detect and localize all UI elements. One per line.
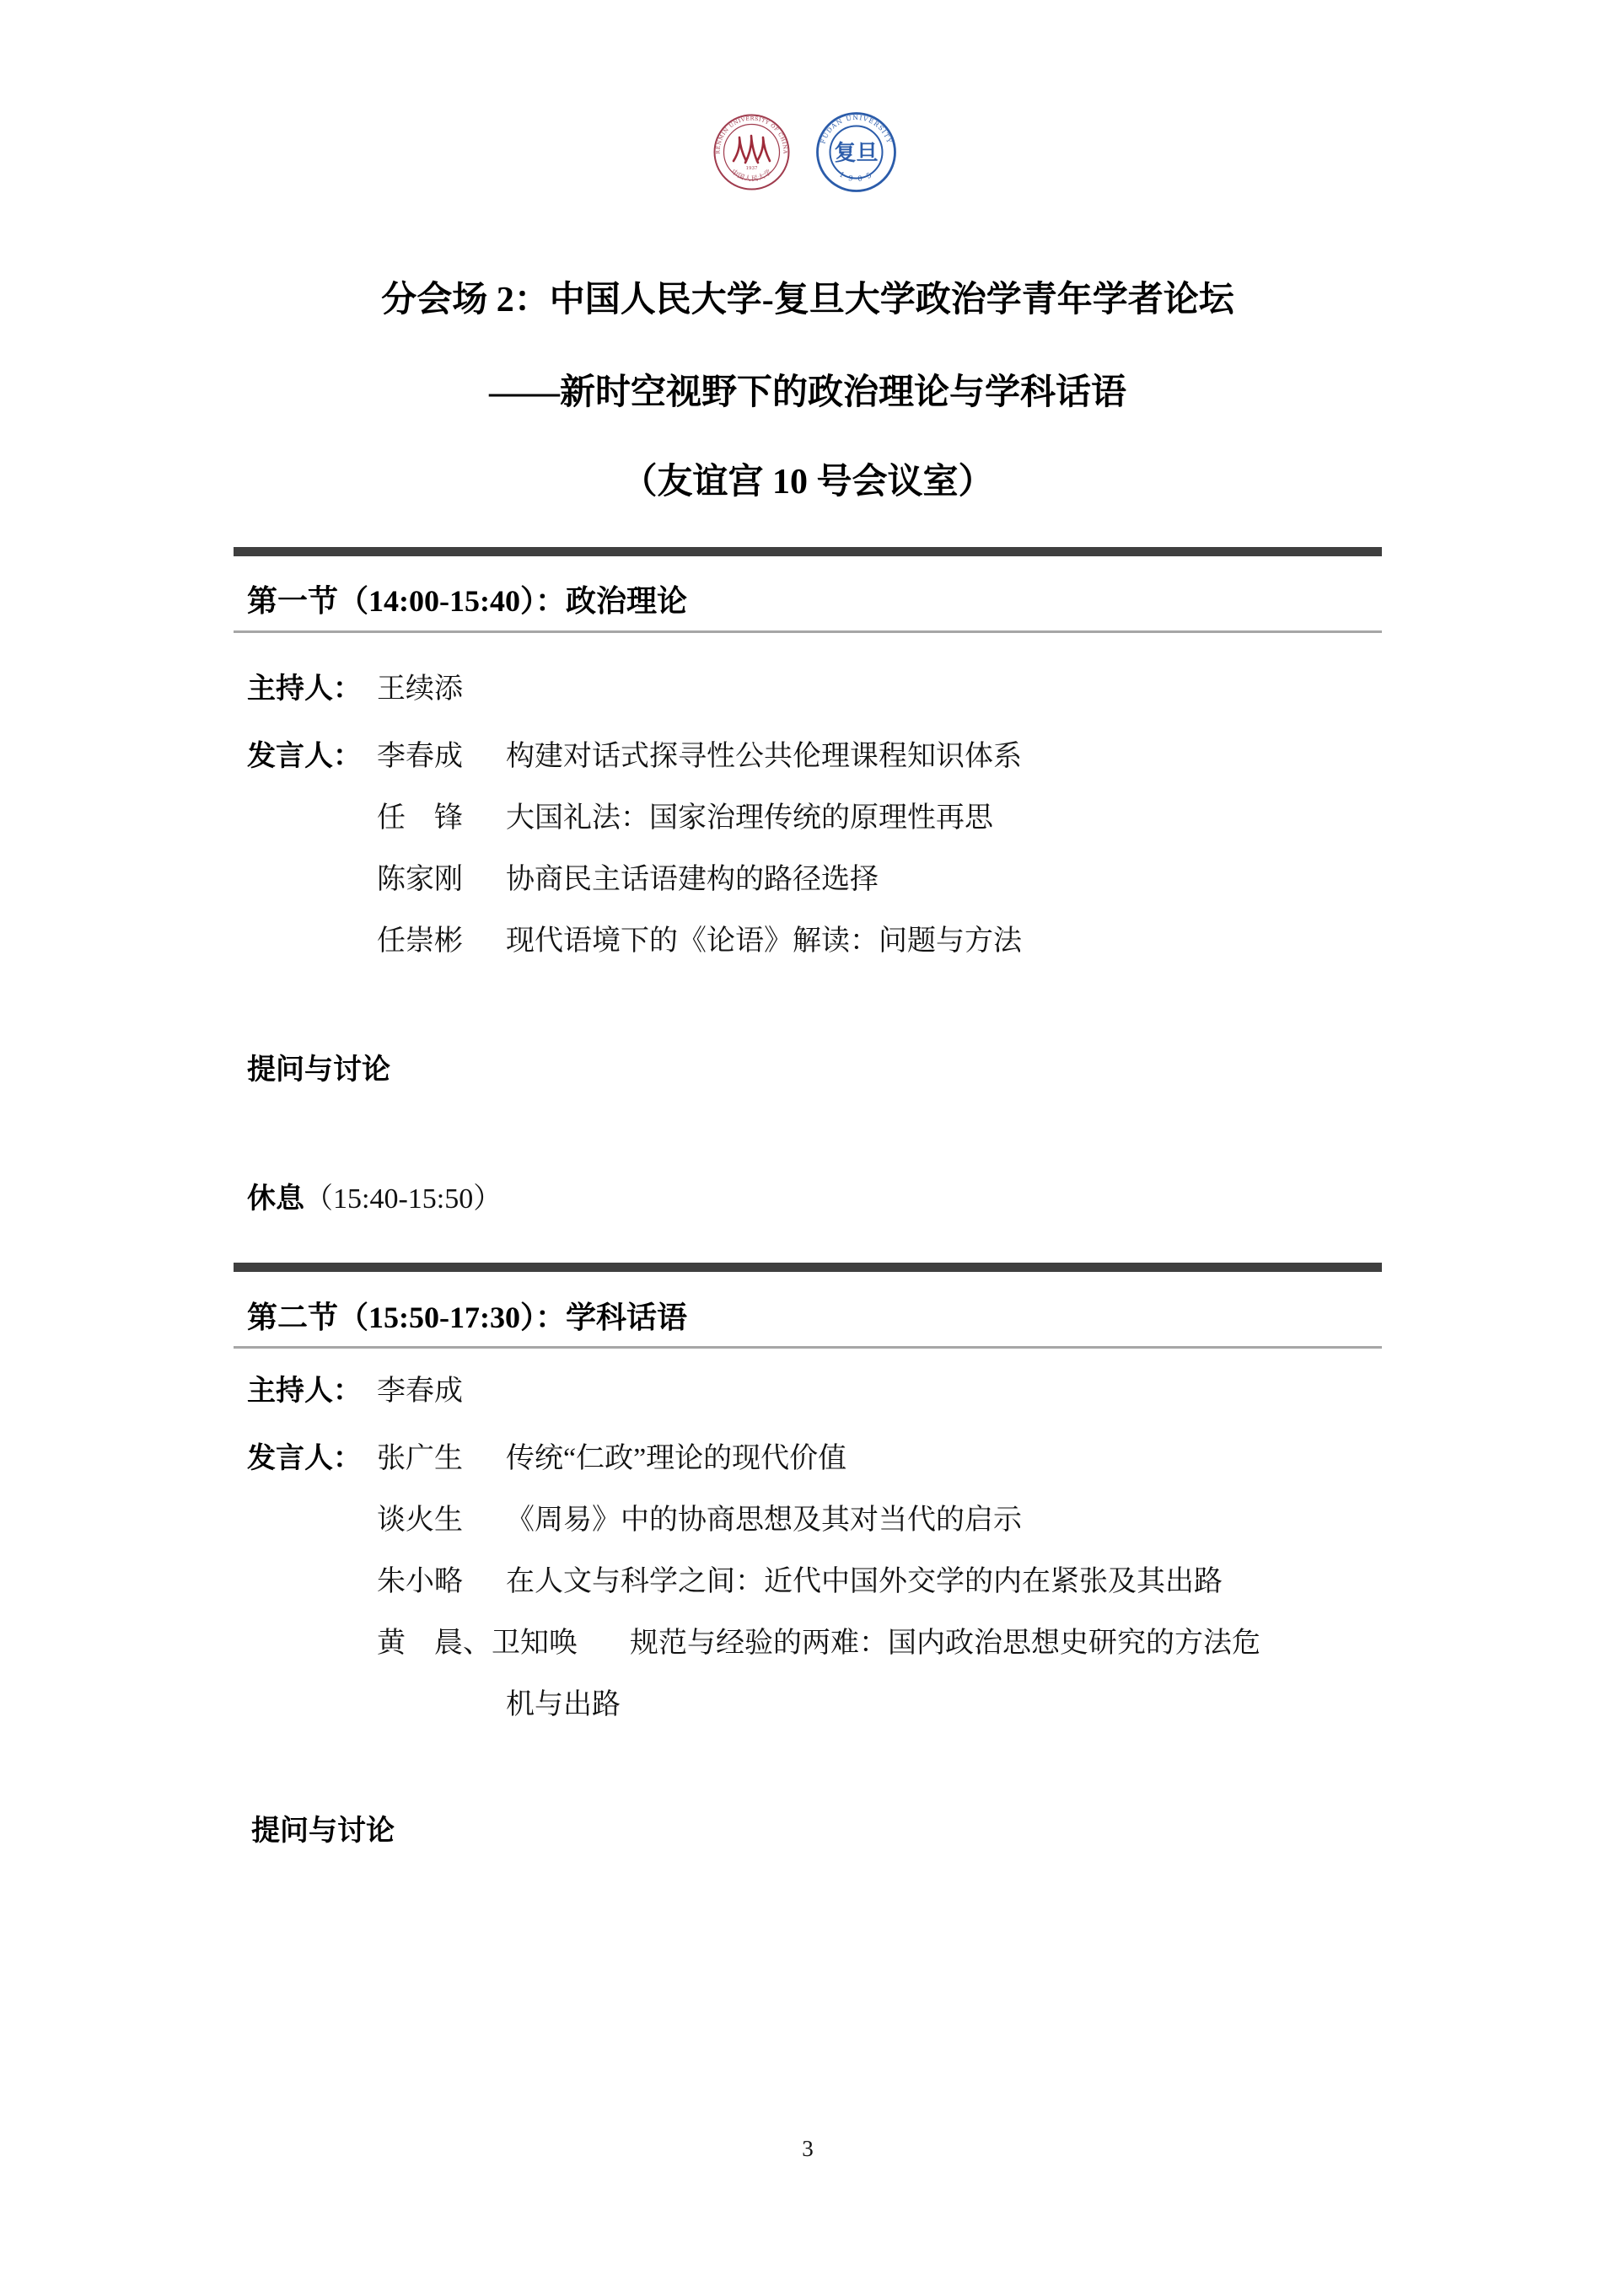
ruc-ring-text: RENMIN UNIVERSITY OF CHINA — [715, 115, 788, 154]
fudan-year: 1 9 0 5 — [837, 170, 875, 185]
section1-speaker-row — [377, 861, 879, 899]
speaker-name: 陈家刚 — [377, 864, 463, 895]
fudan-ring-text: FUDAN UNIVERSITY — [819, 113, 894, 145]
ruc-year: 1937 — [745, 166, 758, 171]
page-title-line2: ——新时空视野下的政治理论与学科话语 — [488, 373, 1126, 412]
section2-discussion: 提问与讨论 — [251, 1816, 395, 1847]
fudan-seal-text: 复旦 — [834, 141, 879, 166]
host-name: 李春成 — [377, 1376, 463, 1407]
speaker-name: 任 锋 — [377, 802, 463, 834]
section1-host-row — [247, 671, 463, 708]
section1-heading: 第一节（14:00-15:40）：政治理论 — [247, 584, 687, 618]
section1-divider — [234, 630, 1382, 633]
section2-speaker-row — [377, 1564, 1223, 1601]
host-label: 主持人： — [247, 673, 362, 705]
section2-speaker-row — [377, 1502, 1022, 1539]
speaker-name: 张广生 — [377, 1443, 463, 1474]
section2-top-bar — [234, 1263, 1382, 1272]
section1-top-bar — [234, 547, 1382, 556]
ruc-people-mark — [734, 136, 770, 163]
talk-title: 《周易》中的协商思想及其对当代的启示 — [506, 1505, 1022, 1536]
talk-title: 现代语境下的《论语》解读：问题与方法 — [506, 925, 1022, 957]
speakers-label: 发言人： — [247, 1443, 362, 1474]
talk-title: 构建对话式探寻性公共伦理课程知识体系 — [506, 741, 1022, 772]
break-label: 休息 — [247, 1183, 304, 1215]
break-row — [247, 1181, 502, 1218]
speakers-label: 发言人： — [247, 741, 362, 772]
speaker-name: 朱小略 — [377, 1566, 463, 1597]
section2-divider — [234, 1346, 1382, 1349]
section2-host-row — [247, 1373, 463, 1410]
speaker-name: 黄 晨、卫知唤 — [377, 1628, 578, 1659]
section1-speaker-row — [377, 923, 1022, 960]
speaker-name: 任崇彬 — [377, 925, 463, 957]
page-number: 3 — [802, 2136, 814, 2161]
ruc-bottom-text: 中国人民大学 — [729, 168, 774, 183]
section1-speaker-row — [377, 800, 993, 837]
page-title-line1: 分会场 2：中国人民大学-复旦大学政治学青年学者论坛 — [381, 281, 1234, 319]
talk-title: 协商民主话语建构的路径选择 — [506, 864, 879, 895]
section2-heading: 第二节（15:50-17:30）：学科话语 — [247, 1301, 687, 1334]
speaker-name: 李春成 — [377, 741, 463, 772]
break-time: （15:40-15:50） — [304, 1183, 502, 1215]
talk-title: 规范与经验的两难：国内政治思想史研究的方法危 — [630, 1628, 1260, 1659]
fudan-logo — [814, 110, 898, 194]
host-name: 王续添 — [377, 673, 463, 705]
section2-speaker-row — [247, 1440, 846, 1478]
section1-discussion: 提问与讨论 — [247, 1054, 390, 1086]
talk-title-continuation: 机与出路 — [506, 1689, 621, 1720]
host-label: 主持人： — [247, 1376, 362, 1407]
ruc-logo — [712, 112, 792, 192]
speaker-name: 谈火生 — [377, 1505, 463, 1536]
section1-speaker-row — [247, 738, 1022, 775]
talk-title: 传统“仁政”理论的现代价值 — [506, 1443, 847, 1474]
talk-title: 在人文与科学之间：近代中国外交学的内在紧张及其出路 — [506, 1566, 1223, 1597]
page-title-line3: （友谊宫 10 号会议室） — [621, 463, 994, 502]
section2-speaker-row — [377, 1625, 1260, 1662]
talk-title: 大国礼法：国家治理传统的原理性再思 — [506, 802, 993, 834]
